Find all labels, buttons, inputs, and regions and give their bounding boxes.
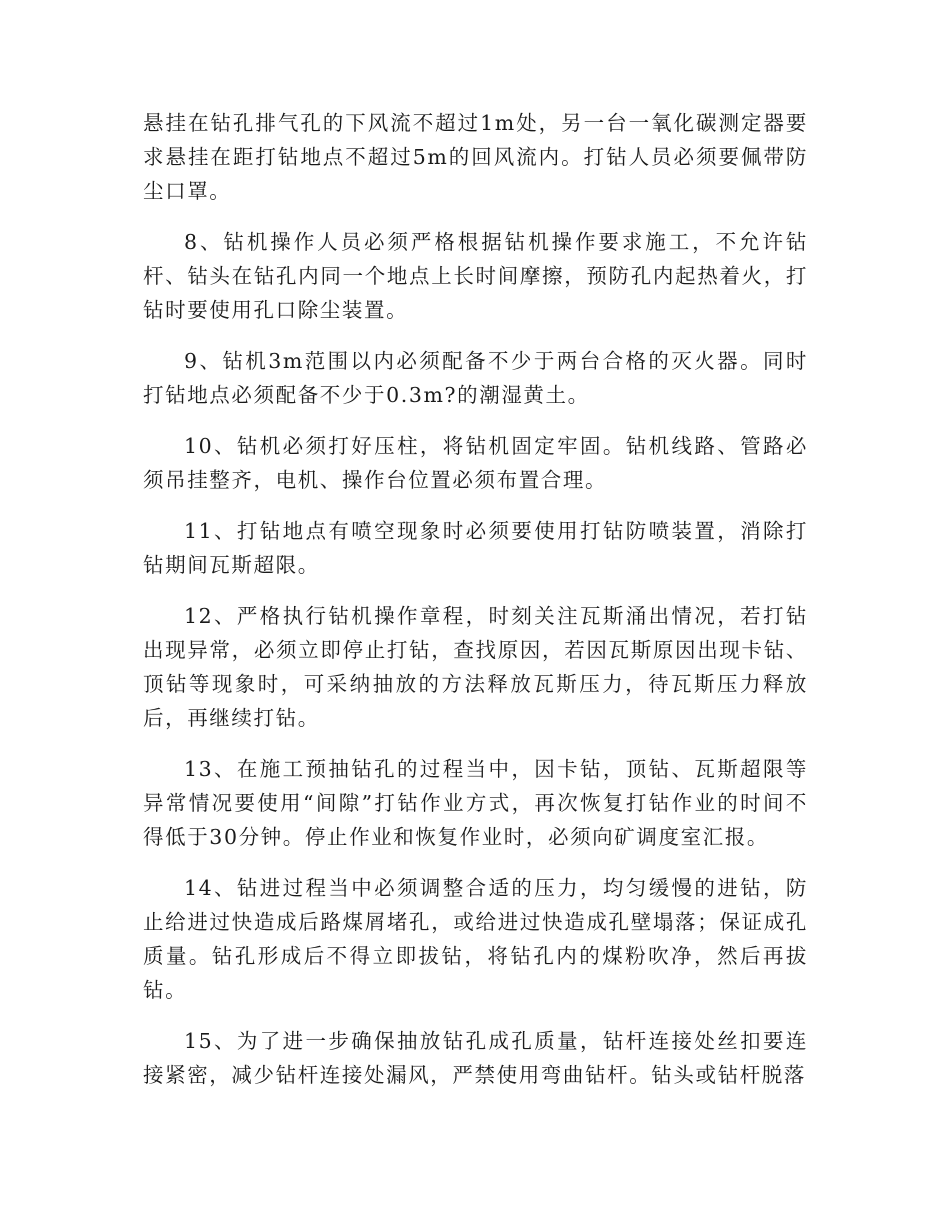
paragraph-item-13: 13、在施工预抽钻孔的过程当中，因卡钻，顶钻、瓦斯超限等异常情况要使用“间隙”打钻作业方式，再次恢复打钻作业的时间不得低于30分钟。停止作业和恢复作业时，必须向矿调度室汇报。 — [143, 757, 808, 849]
paragraph-continued: 悬挂在钻孔排气孔的下风流不超过1m处，另一台一氧化碳测定器要求悬挂在距打钻地点不超过5m的回风流内。打钻人员必须要佩带防尘口罩。 — [143, 111, 808, 203]
paragraph-item-14: 14、钻进过程当中必须调整合适的压力，均匀缓慢的进钻，防止给进过快造成后路煤屑堵孔，或给进过快造成孔壁塌落；保证成孔质量。钻孔形成后不得立即拔钻，将钻孔内的煤粉吹净，然后再拔钻。 — [143, 876, 808, 1002]
paragraph-item-11: 11、打钻地点有喷空现象时必须要使用打钻防喷装置，消除打钻期间瓦斯超限。 — [143, 519, 808, 577]
paragraph-item-9: 9、钻机3m范围以内必须配备不少于两台合格的灭火器。同时打钻地点必须配备不少于0.3m?的潮湿黄土。 — [143, 349, 808, 407]
paragraph-item-15: 15、为了进一步确保抽放钻孔成孔质量，钻杆连接处丝扣要连接紧密，减少钻杆连接处漏风，严禁使用弯曲钻杆。钻头或钻杆脱落 — [143, 1029, 808, 1087]
paragraph-item-12: 12、严格执行钻机操作章程，时刻关注瓦斯涌出情况，若打钻出现异常，必须立即停止打钻，查找原因，若因瓦斯原因出现卡钻、顶钻等现象时，可采纳抽放的方法释放瓦斯压力，待瓦斯压力释放后，再继续打钻。 — [143, 604, 808, 730]
paragraph-item-10: 10、钻机必须打好压柱，将钻机固定牢固。钻机线路、管路必须吊挂整齐，电机、操作台位置必须布置合理。 — [143, 434, 808, 492]
document-page — [143, 106, 808, 1109]
paragraph-item-8: 8、钻机操作人员必须严格根据钻机操作要求施工，不允许钻杆、钻头在钻孔内同一个地点上长时间摩擦，预防孔内起热着火，打钻时要使用孔口除尘装置。 — [143, 230, 808, 322]
